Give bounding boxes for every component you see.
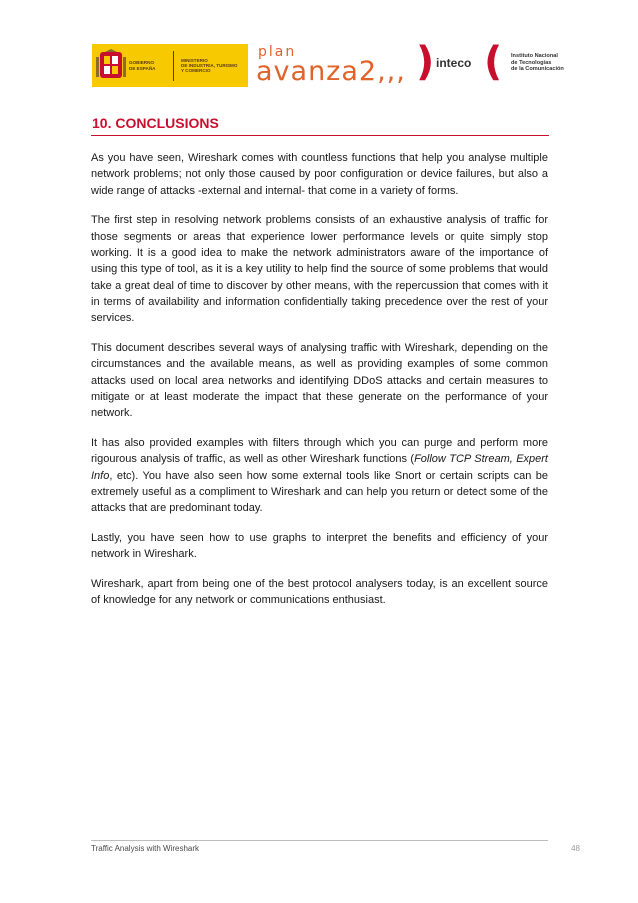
institute-logo xyxy=(484,39,584,85)
title-divider xyxy=(91,135,549,136)
paragraph-2: The first step in resolving network problems consists of an exhaustive analysis of traffic for those segments or areas that experience lower performance levels or quite simply stop working. It is a good idea to make the network administrators aware of the importance of using this type of tool, as it is a key utility to help find the source of some problems that would take a great deal of time to discover by other means, with the repercussion that comes with it in terms of availability and information confidentially taking precedence over the rest of your services. xyxy=(91,214,548,325)
paragraph-4 xyxy=(91,435,548,516)
paragraph-1: As you have seen, Wireshark comes with countless functions that help you analyse multiple network problems; not only those caused by poor configuration or device failures, but also a wide range of attacks -external and internal- that come in a variety of forms. xyxy=(91,152,548,197)
paragraph-5: Lastly, you have seen how to use graphs to interpret the benefits and efficiency of your network in Wireshark. xyxy=(91,531,548,561)
logo-divider xyxy=(173,51,174,81)
paragraph-4-text-start: It has also provided examples with filters through which you can purge and perform more rigourous analysis of traffic, as well as other Wireshark functions ( xyxy=(91,436,548,466)
footer-divider xyxy=(91,840,548,841)
institute-label: Instituto Nacional de Tecnologías de la Comunicación xyxy=(511,53,564,73)
institute-bracket-icon: ( xyxy=(484,39,503,85)
inteco-bracket-icon: ) xyxy=(416,39,435,85)
plan-avanza-logo xyxy=(256,44,406,90)
page-number: 48 xyxy=(571,844,580,853)
coat-of-arms-icon xyxy=(96,49,126,83)
footer-document-title: Traffic Analysis with Wireshark xyxy=(91,844,200,853)
paragraph-6: Wireshark, apart from being one of the best protocol analysers today, is an excellent source of knowledge for any network or communications enthusiast. xyxy=(91,578,548,607)
government-label: GOBIERNO DE ESPAÑA xyxy=(129,60,156,71)
ministry-label: MINISTERIO DE INDUSTRIA, TURISMO Y COMERCIO xyxy=(181,57,238,74)
page-title: 10. CONCLUSIONS xyxy=(92,115,219,131)
government-logo xyxy=(92,44,248,87)
paragraph-3: This document describes several ways of analysing traffic with Wireshark, depending on the circumstances and the available means, as well as providing examples of some common attacks used on local area networks and identifying DDoS attacks and certain measures to mitigate or at least moderate the impact that these generate on the performance of your network. xyxy=(91,341,548,420)
avanza-label: avanza2,,, xyxy=(256,56,406,87)
document-body xyxy=(91,150,548,622)
plan-label: plan xyxy=(258,44,297,60)
paragraph-4-text-end: , etc). You have also seen how some external tools like Snort or certain scripts can be extremely useful as a compliment to Wireshark and can help you return or detect some of the attacks that are predominant today. xyxy=(91,469,548,515)
inteco-label: inteco xyxy=(436,56,472,70)
inteco-logo xyxy=(414,39,494,85)
paragraph-4-italic: Follow TCP Stream, Expert Info xyxy=(91,453,548,482)
